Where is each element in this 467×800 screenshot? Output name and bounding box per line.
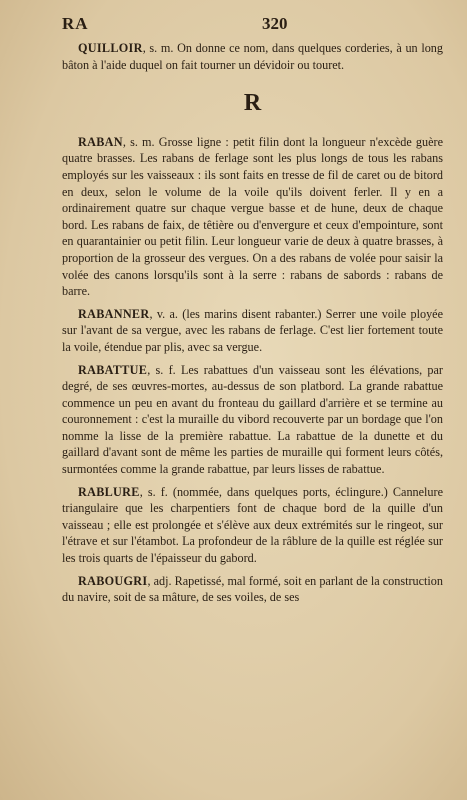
grammar-label: , s. f. (147, 362, 176, 377)
entry-rablure (62, 484, 443, 567)
page-number: 320 (262, 14, 288, 33)
entry-rabanner (62, 306, 443, 356)
headword: RABAN (78, 134, 123, 149)
grammar-label: , s. m. (122, 134, 155, 149)
headword: RABOUGRI (78, 573, 148, 588)
entry-rabougri (62, 573, 443, 606)
definition: Rapetissé, mal formé, soit en parlant de la construction du navire, soit de sa mâture, de ses voiles, de ses (62, 573, 443, 605)
definition: Les rabattues d'un vaisseau sont les élévations, par degré, de ses œuvres-mortes, au-dessus de son platbord. La grande rabattue commence un peu en avant du fronteau du gaillard d'arrière et se termine au couronnement : c'est la muraille du vibord recouverte par un bordage que l'on nomme la lisse de la première rabattue. La rabattue de la dunette et du gaillard d'avant sont de même les parties de muraille qui forment leurs côtés, surmontées comme la grande rabattue, par leurs lisses de rabattue. (62, 362, 443, 477)
definition: (les marins disent rabanter.) Serrer une voile ployée sur l'avant de sa vergue, avec les rabans de ferlage. C'est lier fortement toute la voile, étendue par plis, avec sa vergue. (62, 306, 443, 354)
grammar-label: , v. a. (149, 306, 178, 321)
page-header (62, 14, 437, 36)
headword: RABLURE (78, 484, 140, 499)
running-head: RA (62, 14, 89, 33)
grammar-label: , adj. (147, 573, 172, 588)
headword: RABANNER (78, 306, 150, 321)
grammar-label: , s. f. (139, 484, 168, 499)
definition: (nommée, dans quelques ports, éclingure.) Cannelure triangulaire que les charpentiers font de chaque bord de la quille d'un vaisseau ; elle est prolongée et s'élève aux deux extrémités sur le ringeot, sur l'étrave et sur l'étambot. La profondeur de la râblure de la quille est réglée sur les trois quarts de l'épaisseur du gabord. (62, 484, 443, 566)
grammar-label: , s. m. (142, 41, 174, 55)
headword: RABATTUE (78, 362, 148, 377)
definition: Grosse ligne : petit filin dont la longueur n'excède guère quatre brasses. Les rabans de ferlage sont les plus longs de tous les rabans employés sur les vaisseaux : ils sont faits en tresse de fil de caret ou de bitord en deux, selon le volume de la voile qu'ils doivent ferler. Il y en a ordinairement quatre sur chaque vergue basse et de hune, deux de chaque bord. Les rabans de faix, de têtière ou d'envergure et ceux d'empointure, sont en quarantainier ou petit filin. Leur longueur varie de deux à quatre brasses, à proportion de la grosseur des vergues. On a des rabans de volée pour saisir la volée des canons lorsqu'ils sont à la serre : rabans de sabords : rabans de barre. (62, 134, 443, 299)
section-letter: R (243, 90, 262, 117)
entry-rabattue (62, 362, 443, 478)
definition: On donne ce nom, dans quelques corderies, à un long bâton à l'aide duquel on fait tourner un dévidoir ou touret. (62, 41, 443, 72)
dictionary-text (62, 40, 443, 612)
entry-quilloir (62, 40, 443, 73)
headword: QUILLOIR (78, 41, 143, 55)
entry-raban (62, 134, 443, 300)
